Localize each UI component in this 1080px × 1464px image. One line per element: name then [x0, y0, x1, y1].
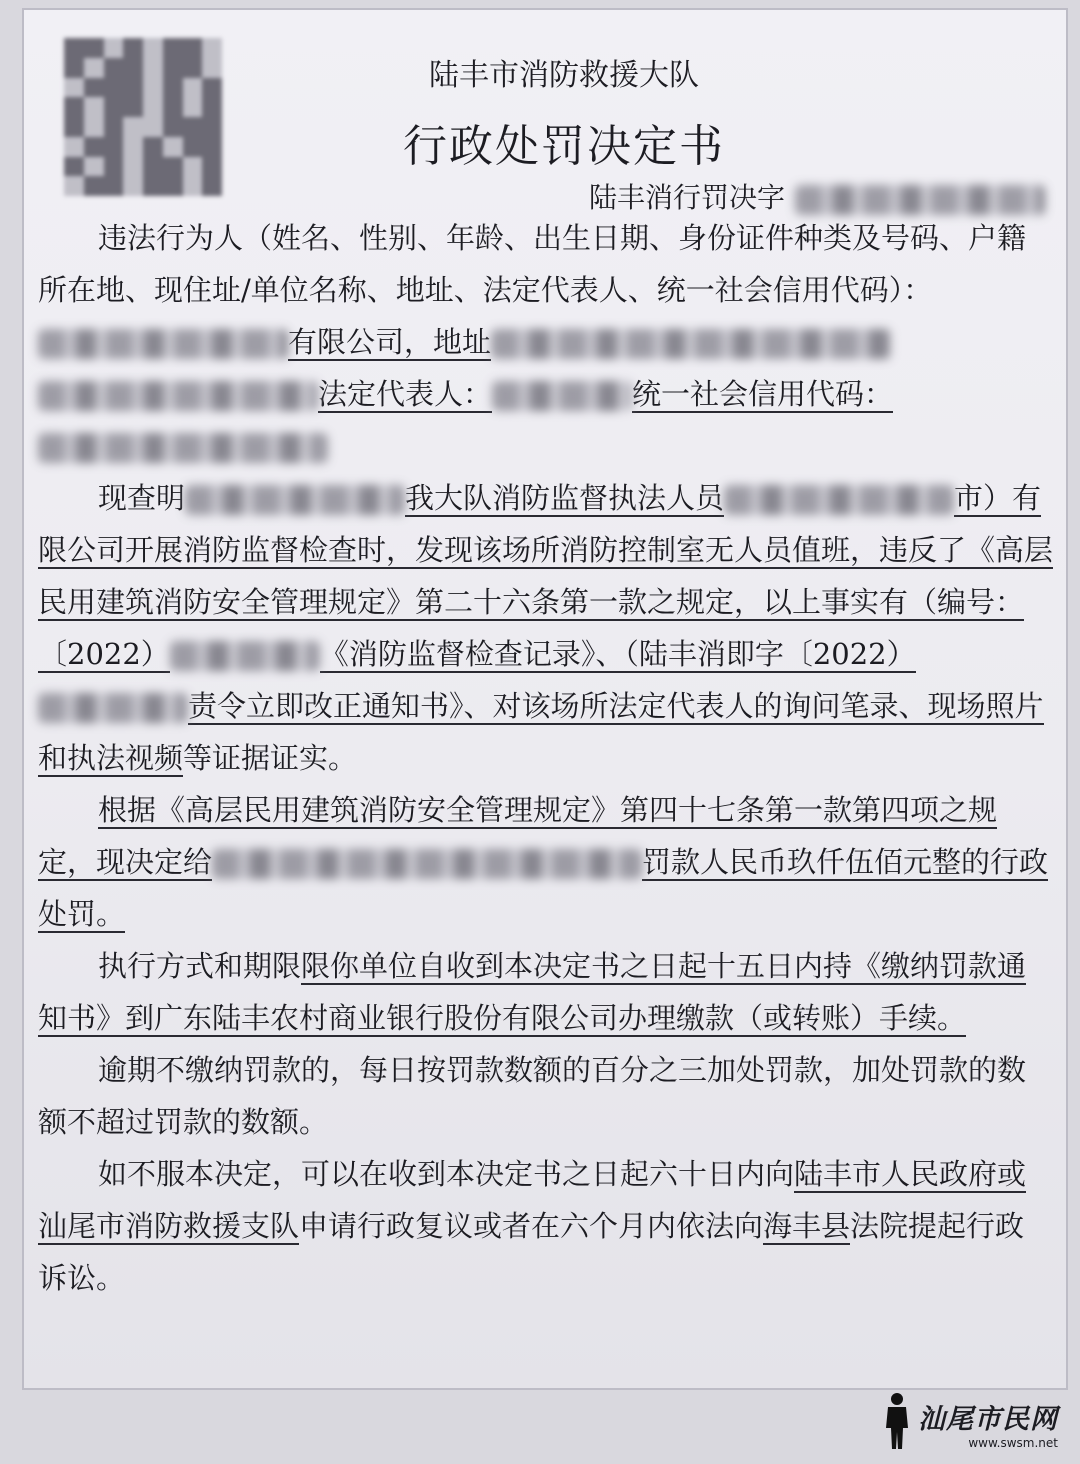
facts-violation: 市）有限公司开展消防监督检查时，发现该场所消防控制室无人员值班，违反了《高层民用建筑消防安全管理规定》第二十六条第一款之规定，以上事实有（编号：〔2022） [38, 481, 1054, 671]
decision-basis: 根据《高层民用建筑消防安全管理规定》第四十七条第一款第四项之规定，现决定给 [38, 793, 998, 879]
facts-start: 现查明 [98, 481, 186, 515]
offender-intro: 违法行为人（姓名、性别、年龄、出生日期、身份证件种类及号码、户籍所在地、现住址/单位名称、地址、法定代表人、统一社会信用代码）： [38, 221, 1027, 307]
watermark-name: 汕尾市民网 [918, 1404, 1058, 1435]
facts-evidence: 责令立即改正通知书》、对该场所法定代表人的询问笔录、现场照片和执法视频 [38, 689, 1044, 775]
redacted-credit-code [38, 433, 328, 463]
document-body [38, 212, 1053, 1304]
appeal-mid: 申请行政复议或者在六个月内依法向 [299, 1209, 764, 1243]
legal-rep-label: 法定代表人： [318, 377, 493, 411]
appeal-end: 法院提起行政诉讼。 [38, 1209, 1025, 1295]
person-silhouette-icon [882, 1392, 912, 1450]
overdue-paragraph [38, 1044, 1053, 1148]
appeal-bodies: 陆丰市人民政府或汕尾市消防救援支队 [38, 1157, 1027, 1243]
appeal-court: 海丰县 [763, 1209, 851, 1243]
execution-text: 限你单位自收到本决定书之日起十五日内持《缴纳罚款通知书》到广东陆丰农村商业银行股份有限公司办理缴款（或转账）手续。 [38, 949, 1027, 1035]
redacted-party [212, 849, 642, 879]
redacted-address-2 [38, 381, 318, 411]
execution-paragraph [38, 940, 1053, 1044]
redacted-address [491, 329, 891, 359]
credit-code-label: 统一社会信用代码： [632, 377, 894, 411]
site-watermark [882, 1392, 1058, 1450]
document-title: 行政处罚决定书 [403, 121, 725, 172]
redacted-company [38, 329, 288, 359]
redacted-notice-no [38, 693, 188, 723]
decision-penalty: 罚款人民币玖仟伍佰元整的行政处罚。 [38, 845, 1049, 931]
watermark-url: www.swsm.net [968, 1436, 1058, 1450]
redacted-number [795, 185, 1045, 215]
redacted-date [185, 485, 405, 515]
facts-paragraph [38, 472, 1053, 784]
redacted-legal-rep [492, 381, 632, 411]
document-number-prefix: 陆丰消行罚决字 [589, 181, 786, 214]
redacted-site [724, 485, 954, 515]
appeal-start: 如不服本决定，可以在收到本决定书之日起六十日内向 [98, 1157, 795, 1191]
facts-record-doc: 《消防监督检查记录》、（陆丰消即字〔2022） [319, 637, 916, 671]
document-number [589, 176, 1045, 216]
redacted-record-no [170, 641, 320, 671]
overdue-text: 逾期不缴纳罚款的，每日按罚款数额的百分之三加处罚款，加处罚款的数额不超过罚款的数额。 [38, 1053, 1027, 1139]
appeal-paragraph [38, 1148, 1053, 1304]
decision-paragraph [38, 784, 1053, 940]
offender-paragraph [38, 212, 1053, 472]
execution-label: 执行方式和期限 [98, 949, 302, 983]
facts-inspectors: 我大队消防监督执法人员 [405, 481, 725, 515]
company-suffix: 有限公司，地址 [288, 325, 492, 359]
issuing-unit: 陆丰市消防救援大队 [429, 58, 699, 93]
facts-end: 等证据证实。 [183, 741, 358, 775]
